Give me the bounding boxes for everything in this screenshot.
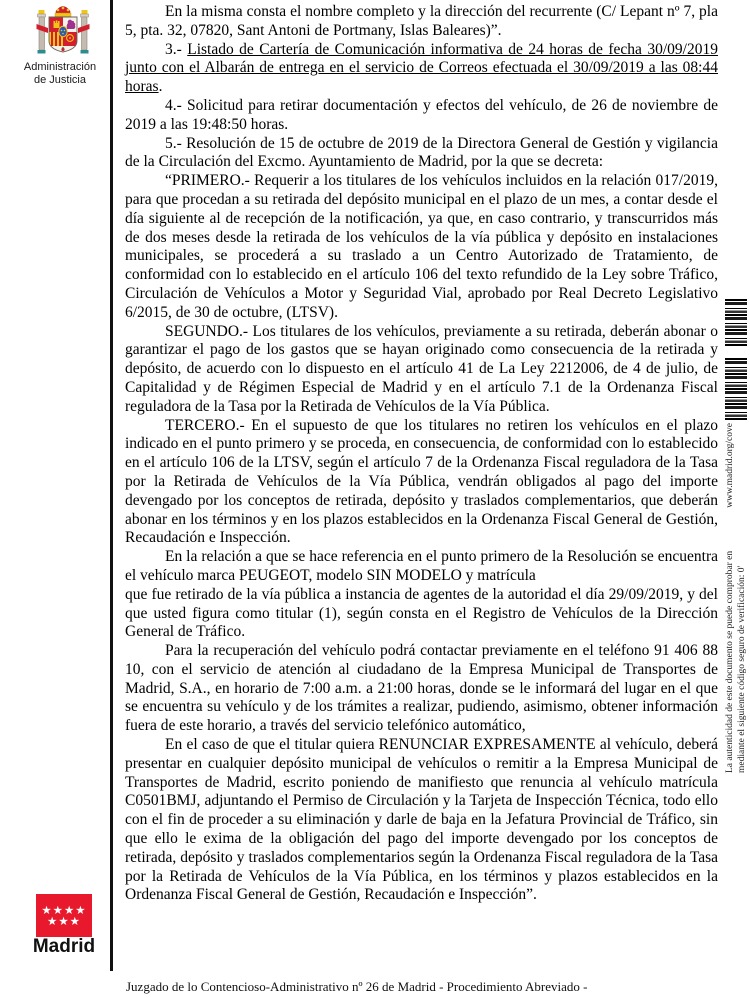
paragraph-vehiculo-relacion: En la relación a que se hace referencia en el punto primero de la Resolución se encuentra el vehículo marca PEUGEOT, modelo SIN MODELO y matrícula que fue retirado de la vía pública a instancia de agentes de la autoridad el día 29/09/2019, y del que usted figura como titular (1), según consta en el Registro de Vehículos de la Dirección General de Tráfico. — [125, 548, 718, 641]
paragraph-tercero: TERCERO.- En el supuesto de que los titulares no retiren los vehículos en el plazo indicado en el punto primero y se proceda, en consecuencia, de conformidad con lo establecido en el artículo 106 de la LTSV, según el artículo 7 de la Ordenanza Fiscal reguladora de la Tasa por la Retirada de Vehículos de la Vía Pública, vendrán obligados al pago del importe devengado por los conceptos de retirada, depósito y traslados complementarios, que deberán abonar en los términos y en los plazos establecidos en la Ordenanza Fiscal General de Gestión, Recaudación e Inspección. — [125, 416, 718, 547]
verification-url: www.madrid.org/cove — [725, 423, 735, 508]
paragraph-recuperacion-telefono: Para la recuperación del vehículo podrá contactar previamente en el teléfono 91 406 88 10, con el servicio de atención al ciudadano de la Empresa Municipal de Transportes de Madrid, S.A., en horario de 7:00 a.m. a 21:00 horas, donde se le informará del lugar en el que se encuentra su vehículo y de los trámites a realizar, pudiendo, asimismo, obtener información fuera de este horario, a través del servicio telefónico automático, — [125, 642, 718, 735]
verification-code-line: mediante el siguiente código seguro de verificación: 0' — [737, 565, 747, 773]
paragraph-primero: “PRIMERO.- Requerir a los titulares de los vehículos incluidos en la relación 017/2019, para que procedan a su retirada del depósito municipal en el plazo de un mes, a contar desde el día siguiente al de recepción de la notificación, ya que, en caso contrario, y transcurridos más de dos meses desde la retirada de los vehículos de la vía pública y depósito en instalaciones municipales, se procederá a su traslado a un Centro Autorizado de Tratamiento, de conformidad con lo establecido en el artículo 106 del texto refundido de la Ley sobre Tráfico, Circulación de Vehículos a Motor y Seguridad Vial, aprobado por Real Decreto Legislativo 6/2015, de 30 de octubre, (LTSV). — [125, 172, 718, 321]
paragraph-item-4-solicitud: 4.- Solicitud para retirar documentación y efectos del vehículo, de 26 de noviembre de 2019 a las 19:48:50 horas. — [125, 96, 718, 133]
barcode-icon — [725, 358, 747, 420]
flag-stars-row-2: ★★★ — [47, 913, 81, 928]
barcode-icon — [725, 299, 747, 347]
paragraph-item-3-listado: 3.- Listado de Cartería de Comunicación informativa de 24 horas de fecha 30/09/2019 junto con el Albarán de entrega en el servicio de Correos efectuada el 30/09/2019 a las 08:44 horas. — [125, 40, 718, 96]
document-body — [125, 3, 718, 905]
flag-stars-row-1: ★★★★ — [41, 903, 87, 917]
paragraph-item-5-resolucion: 5.- Resolución de 15 de octubre de 2019 de la Directora General de Gestión y vigilancia de la Circulación del Excmo. Ayuntamiento de Madrid, por la que se decreta: — [125, 134, 718, 171]
comunidad-de-madrid-flag-icon — [36, 894, 92, 937]
footer-court-name: Juzgado de lo Contencioso-Administrativo nº 26 de Madrid - Procedimiento Abreviado - — [126, 979, 588, 994]
paragraph-segundo: SEGUNDO.- Los titulares de los vehículos, previamente a su retirada, deberán abonar o garantizar el pago de los gastos que se hayan originado como consecuencia de la retirada y depósito, de acuerdo con lo dispuesto en el artículo 41 de La Ley 2212006, de 4 de julio, de Capitalidad y de Régimen Especial de Madrid y en el artículo 7.1 de la Ordenanza Fiscal reguladora de la Tasa por la Retirada de Vehículos de la Vía Pública. — [125, 322, 718, 415]
paragraph-recurrente-address: En la misma consta el nombre completo y la dirección del recurrente (C/ Lepant nº 7, pla 5, pta. 32, 07820, Sant Antoni de Portmany, Islas Baleares)”. — [125, 3, 718, 39]
spain-coat-of-arms-icon — [35, 2, 91, 65]
verification-sidebar-text — [724, 423, 750, 773]
madrid-label: Madrid — [32, 936, 96, 957]
paragraph-renuncia-expresa: En el caso de que el titular quiera RENUNCIAR EXPRESAMENTE al vehículo, deberá presentar en cualquier depósito municipal de vehículos o remitir a la Empresa Municipal de Transportes de Madrid, escrito poniendo de manifiesto que renuncia al vehículo matrícula C0501BMJ, adjuntando el Permiso de Circulación y la Tarjeta de Inspección Técnica, todo ello con el fin de proceder a su eliminación y darle de baja en la Jefatura Provincial de Tráfico, sin que ello le exima de la obligación del pago del importe devengado por los conceptos de retirada, depósito y traslados complementarios según la Ordenanza Fiscal reguladora de la Tasa por la Retirada de Vehículos de la Vía Pública, en los términos y plazos establecidos en la Ordenanza Fiscal General de Gestión, Recaudación e Inspección”. — [125, 736, 718, 904]
verification-sentence: La autenticidad de este documento se puede comprobar en — [725, 550, 735, 773]
margin-divider-line — [110, 0, 113, 971]
administracion-de-justicia-label: Administración de Justicia — [23, 61, 97, 86]
